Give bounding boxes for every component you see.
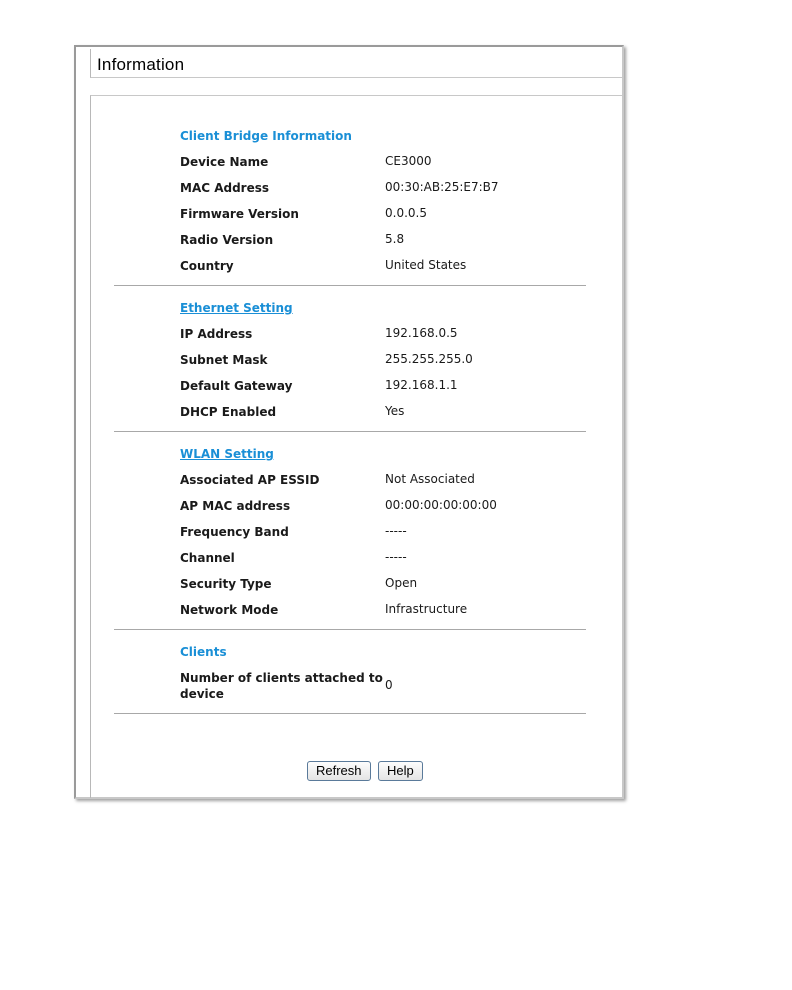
section-divider bbox=[114, 629, 586, 630]
channel-label: Channel bbox=[180, 551, 235, 565]
subnet-mask-value: 255.255.255.0 bbox=[385, 352, 473, 366]
firmware-version-label: Firmware Version bbox=[180, 207, 299, 221]
associated-ap-essid-label: Associated AP ESSID bbox=[180, 473, 320, 487]
panel-titlebar bbox=[90, 49, 623, 78]
network-mode-label: Network Mode bbox=[180, 603, 279, 617]
dhcp-enabled-value: Yes bbox=[385, 404, 405, 418]
default-gateway-label: Default Gateway bbox=[180, 379, 293, 393]
clients-count-label-line1: Number of clients attached to bbox=[180, 671, 383, 685]
associated-ap-essid-value: Not Associated bbox=[385, 472, 475, 486]
subnet-mask-label: Subnet Mask bbox=[180, 353, 268, 367]
country-label: Country bbox=[180, 259, 234, 273]
wlan-setting-link[interactable]: WLAN Setting bbox=[180, 447, 274, 461]
default-gateway-value: 192.168.1.1 bbox=[385, 378, 458, 392]
radio-version-label: Radio Version bbox=[180, 233, 274, 247]
radio-version-value: 5.8 bbox=[385, 232, 405, 246]
frequency-band-label: Frequency Band bbox=[180, 525, 289, 539]
mac-address-value: 00:30:AB:25:E7:B7 bbox=[385, 180, 499, 194]
ap-mac-address-value: 00:00:00:00:00:00 bbox=[385, 498, 497, 512]
refresh-button[interactable]: Refresh bbox=[307, 761, 371, 781]
ap-mac-address-label: AP MAC address bbox=[180, 499, 291, 513]
security-type-value: Open bbox=[385, 576, 418, 590]
client-bridge-heading: Client Bridge Information bbox=[180, 129, 352, 143]
page-title: Information bbox=[97, 55, 185, 74]
country-value: United States bbox=[385, 258, 467, 272]
clients-count-value: 0 bbox=[385, 678, 393, 692]
section-divider bbox=[114, 713, 586, 714]
frequency-band-value: ----- bbox=[385, 524, 407, 538]
section-divider bbox=[114, 285, 586, 286]
information-content bbox=[90, 95, 623, 798]
clients-heading: Clients bbox=[180, 645, 227, 659]
section-divider bbox=[114, 431, 586, 432]
security-type-label: Security Type bbox=[180, 577, 272, 591]
clients-count-label bbox=[180, 670, 383, 702]
device-name-label: Device Name bbox=[180, 155, 269, 169]
information-panel bbox=[74, 45, 624, 799]
clients-count-label-line2: device bbox=[180, 687, 224, 701]
device-name-value: CE3000 bbox=[385, 154, 432, 168]
ip-address-value: 192.168.0.5 bbox=[385, 326, 458, 340]
network-mode-value: Infrastructure bbox=[385, 602, 468, 616]
channel-value: ----- bbox=[385, 550, 407, 564]
ethernet-setting-link[interactable]: Ethernet Setting bbox=[180, 301, 293, 315]
mac-address-label: MAC Address bbox=[180, 181, 270, 195]
help-button[interactable]: Help bbox=[378, 761, 423, 781]
ip-address-label: IP Address bbox=[180, 327, 253, 341]
firmware-version-value: 0.0.0.5 bbox=[385, 206, 427, 220]
dhcp-enabled-label: DHCP Enabled bbox=[180, 405, 277, 419]
